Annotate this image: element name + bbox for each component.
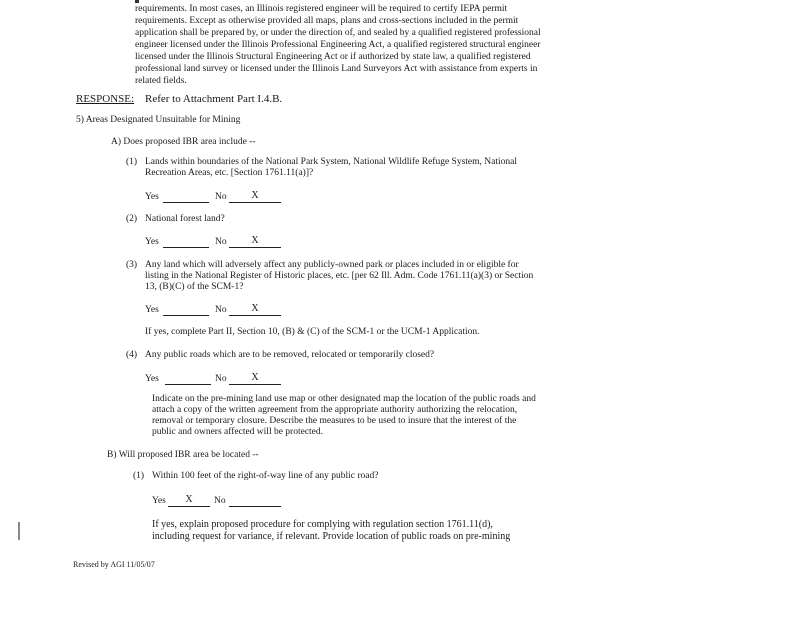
item-a3-number: (3) [126, 260, 138, 270]
item-a3-line-2: listing in the National Register of Historic places, etc. [per 62 Ill. Adm. Code 1761.11(a)(3) or Section [145, 271, 534, 281]
intro-line-2: requirements. Except as otherwise provided all maps, plans and cross-sections included in the permit [135, 16, 519, 26]
intro-line-4: engineer licensed under the Illinois Professional Engineering Act, a qualified registered structural engineer [135, 40, 541, 50]
item-a4-no-field[interactable]: X [229, 373, 281, 385]
item-a4-yes-field[interactable] [165, 374, 211, 385]
item-b1-note-line-2: including request for variance, if relevant. Provide location of public roads on pre-mining [152, 531, 511, 542]
item-a1-yes-label: Yes [145, 192, 159, 202]
item-a3-yes-field[interactable] [163, 305, 209, 316]
item-a2-no-field[interactable]: X [229, 236, 281, 248]
item-a2-line-1: National forest land? [145, 214, 225, 224]
intro-line-6: professional land survey or licensed under the Illinois Land Surveyors Act with assistance from experts in [135, 64, 538, 74]
intro-line-7: related fields. [135, 76, 187, 86]
item-a2-number: (2) [126, 214, 138, 224]
item-a4-note-line-4: public and owners affected will be protected. [152, 427, 324, 437]
item-a3-no-label: No [215, 305, 227, 315]
item-b1-text: Within 100 feet of the right-of-way line of any public road? [152, 471, 379, 481]
item-a4-note-line-2: attach a copy of the written agreement from the appropriate authority authorizing the relocation, [152, 405, 518, 415]
response-text: Refer to Attachment Part I.4.B. [145, 93, 283, 105]
item-a1-number: (1) [126, 157, 138, 167]
intro-line-1: requirements. In most cases, an Illinois registered engineer will be required to certify IEPA permit [135, 4, 508, 14]
scan-mark-left [18, 522, 20, 540]
item-a4-note-line-3: removal or temporary closure. Describe the measures to be used to insure that the interest of the [152, 416, 517, 426]
item-a2-yes-field[interactable] [163, 237, 209, 248]
part-a-question: A) Does proposed IBR area include -- [111, 137, 256, 147]
item-a2-yes-label: Yes [145, 237, 159, 247]
item-b1-yes-label: Yes [152, 496, 166, 506]
item-a1-line-2: Recreation Areas, etc. [Section 1761.11(a)]? [145, 168, 314, 178]
revision-footer: Revised by AGI 11/05/07 [73, 560, 155, 569]
intro-line-5: licensed under the Illinois Structural Engineering Act or if authorized by state law, a qualified registered [135, 52, 531, 62]
item-b1-no-field[interactable] [229, 496, 281, 507]
scan-mark-top [135, 0, 139, 3]
item-a3-line-3: 13, (B)(C) of the SCM-1? [145, 282, 244, 292]
item-a1-yes-field[interactable] [163, 192, 209, 203]
intro-line-3: application shall be prepared by, or under the direction of, and sealed by a qualified registered professional [135, 28, 541, 38]
item-a1-no-label: No [215, 192, 227, 202]
section-title: 5) Areas Designated Unsuitable for Mining [76, 115, 241, 125]
item-b1-number: (1) [133, 471, 145, 481]
item-a4-yes-label: Yes [145, 374, 159, 384]
part-b-question: B) Will proposed IBR area be located -- [107, 450, 259, 460]
item-a4-line-1: Any public roads which are to be removed, relocated or temporarily closed? [145, 350, 435, 360]
item-b1-note-line-1: If yes, explain proposed procedure for complying with regulation section 1761.11(d), [152, 519, 493, 530]
item-a3-line-1: Any land which will adversely affect any publicly-owned park or places included in or eligible for [145, 260, 519, 270]
response-label: RESPONSE: [76, 93, 135, 105]
item-b1-no-label: No [214, 496, 226, 506]
item-a2-no-label: No [215, 237, 227, 247]
item-a1-no-field[interactable]: X [229, 191, 281, 203]
item-a3-yes-label: Yes [145, 305, 159, 315]
item-a3-note: If yes, complete Part II, Section 10, (B) & (C) of the SCM-1 or the UCM-1 Application. [145, 327, 480, 337]
item-a1-line-1: Lands within boundaries of the National Park System, National Wildlife Refuge System, National [145, 157, 517, 167]
item-b1-yes-field[interactable]: X [168, 495, 210, 507]
item-a3-no-field[interactable]: X [229, 304, 281, 316]
item-a4-no-label: No [215, 374, 227, 384]
item-a4-number: (4) [126, 350, 138, 360]
item-a4-note-line-1: Indicate on the pre-mining land use map or other designated map the location of the public roads and [152, 394, 536, 404]
